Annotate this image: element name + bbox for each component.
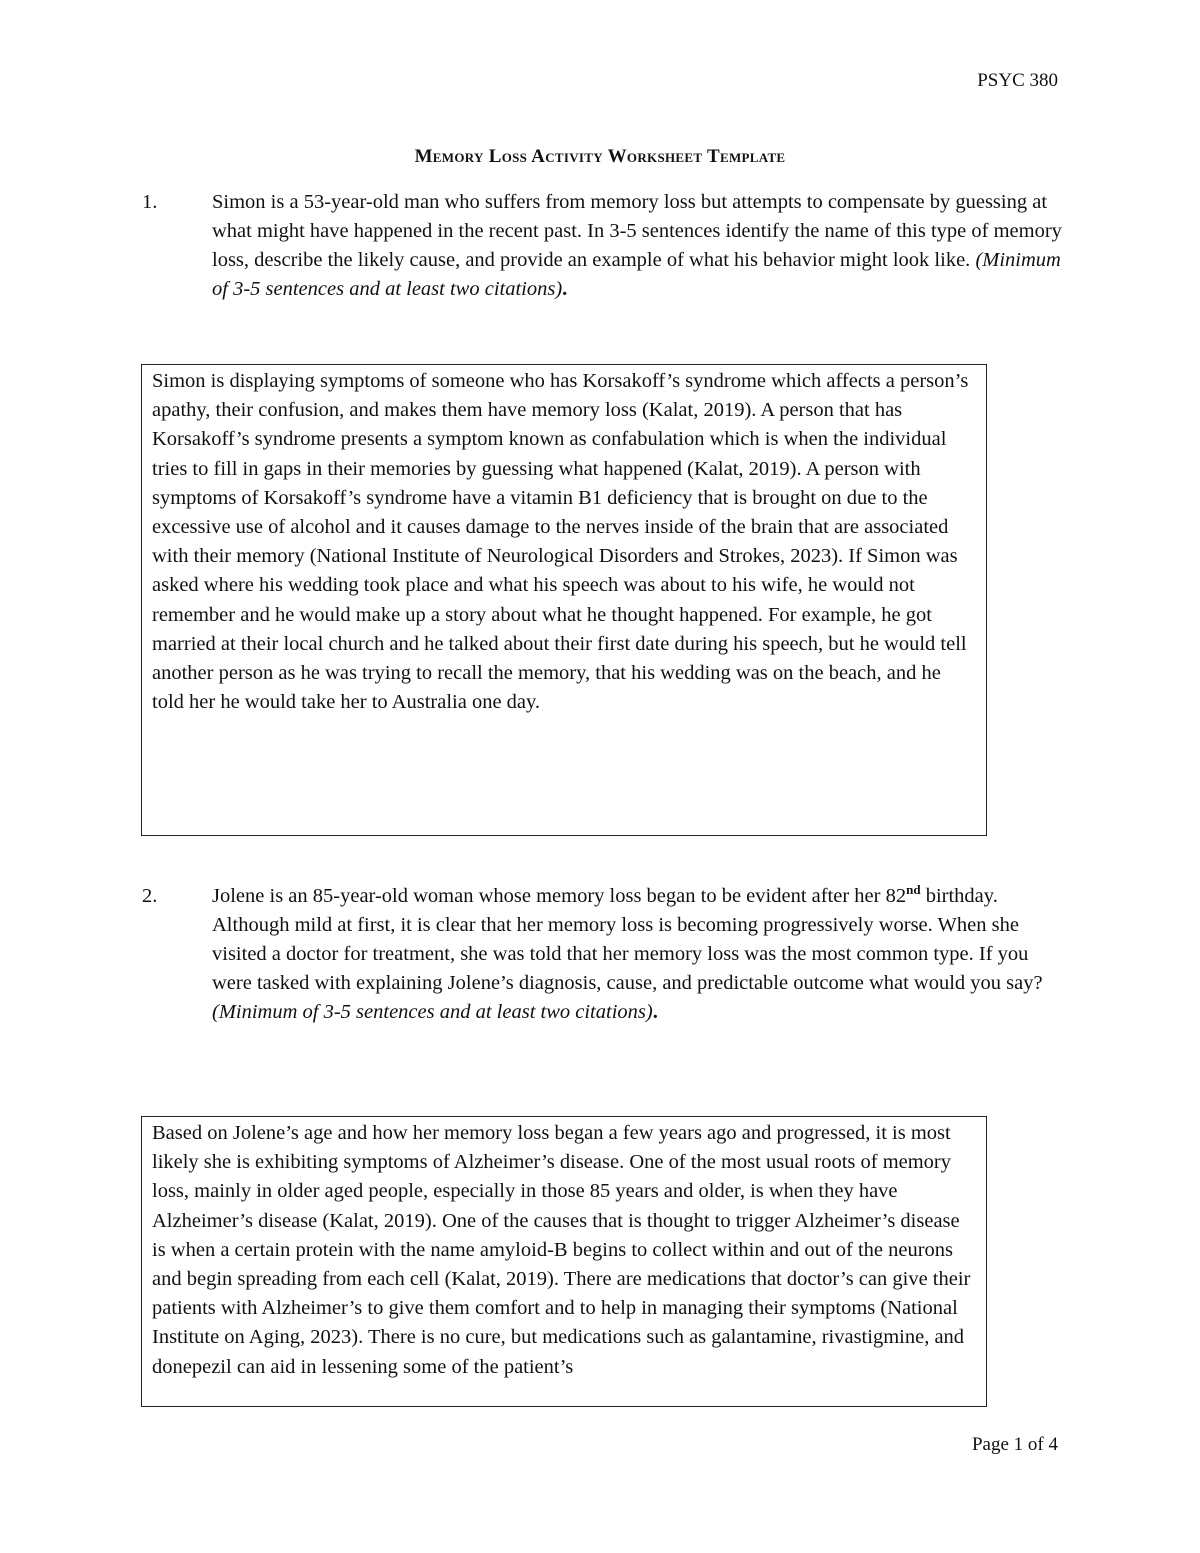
answer-box-2 [141,1116,987,1407]
question-prompt: Simon is a 53-year-old man who suffers from memory loss but attempts to compensate by guessing at what might have happened in the recent past. In 3-5 sentences identify the name of this type of memory loss, describe the likely cause, and provide an example of what his behavior might look like. [212,191,1062,271]
ordinal-suffix: nd [906,882,921,898]
question-prompt: birthday. Although mild at first, it is clear that her memory loss is becoming progressively worse. When she visited a doctor for treatment, she was told that her memory loss was the most common type. If you were tasked with explaining Jolene’s diagnosis, cause, and predictable outcome what would you say? [212,885,1043,994]
question-period: . [562,278,568,300]
question-number: 1. [142,191,158,213]
question-requirement: (Minimum of 3-5 sentences and at least two citations) [212,1001,653,1023]
question-number: 2. [142,885,158,907]
question-period: . [652,1001,658,1023]
question-2 [142,882,1062,1027]
question-text [212,188,1062,304]
question-text [212,882,1062,1027]
question-prompt-start: Jolene is an 85-year-old woman whose memory loss began to be evident after her 82 [212,885,907,907]
answer-box-1 [141,364,987,836]
question-requirement: (Minimum of 3-5 sentences and at least two citations) [212,249,1061,300]
question-1 [142,188,1062,304]
answer-text: Based on Jolene’s age and how her memory loss began a few years ago and progressed, it is most likely she is exhibiting symptoms of Alzheimer’s disease. One of the most usual roots of memory loss, mainly in older aged people, especially in those 85 years and older, is when they have Alzheimer’s disease (Kalat, 2019). One of the causes that is thought to trigger Alzheimer’s disease is when a certain protein with the name amyloid-B begins to collect within and out of the neurons and begin spreading from each cell (Kalat, 2019). There are medications that doctor’s can give their patients with Alzheimer’s to give them comfort and to help in managing their symptoms (National Institute on Aging, 2023). There is no cure, but medications such as galantamine, rivastigmine, and donepezil can aid in lessening some of the patient’s [152,1122,971,1378]
course-code: PSYC 380 [977,70,1058,91]
answer-text: Simon is displaying symptoms of someone who has Korsakoff’s syndrome which affects a person’s apathy, their confusion, and makes them have memory loss (Kalat, 2019). A person that has Korsakoff’s syndrome presents a symptom known as confabulation which is when the individual tries to fill in gaps in their memories by guessing what happened (Kalat, 2019). A person with symptoms of Korsakoff’s syndrome have a vitamin B1 deficiency that is brought on due to the excessive use of alcohol and it causes damage to the nerves inside of the brain that are associated with their memory (National Institute of Neurological Disorders and Strokes, 2023). If Simon was asked where his wedding took place and what his speech was about to his wife, he would not remember and he would make up a story about what he thought happened. For example, he got married at their local church and he talked about their first date during his speech, but he would tell another person as he was trying to recall the memory, that his wedding was on the beach, and he told her he would take her to Australia one day. [152,370,969,714]
page-number: Page 1 of 4 [971,1434,1058,1455]
document-title: Memory Loss Activity Worksheet Template [414,146,786,167]
